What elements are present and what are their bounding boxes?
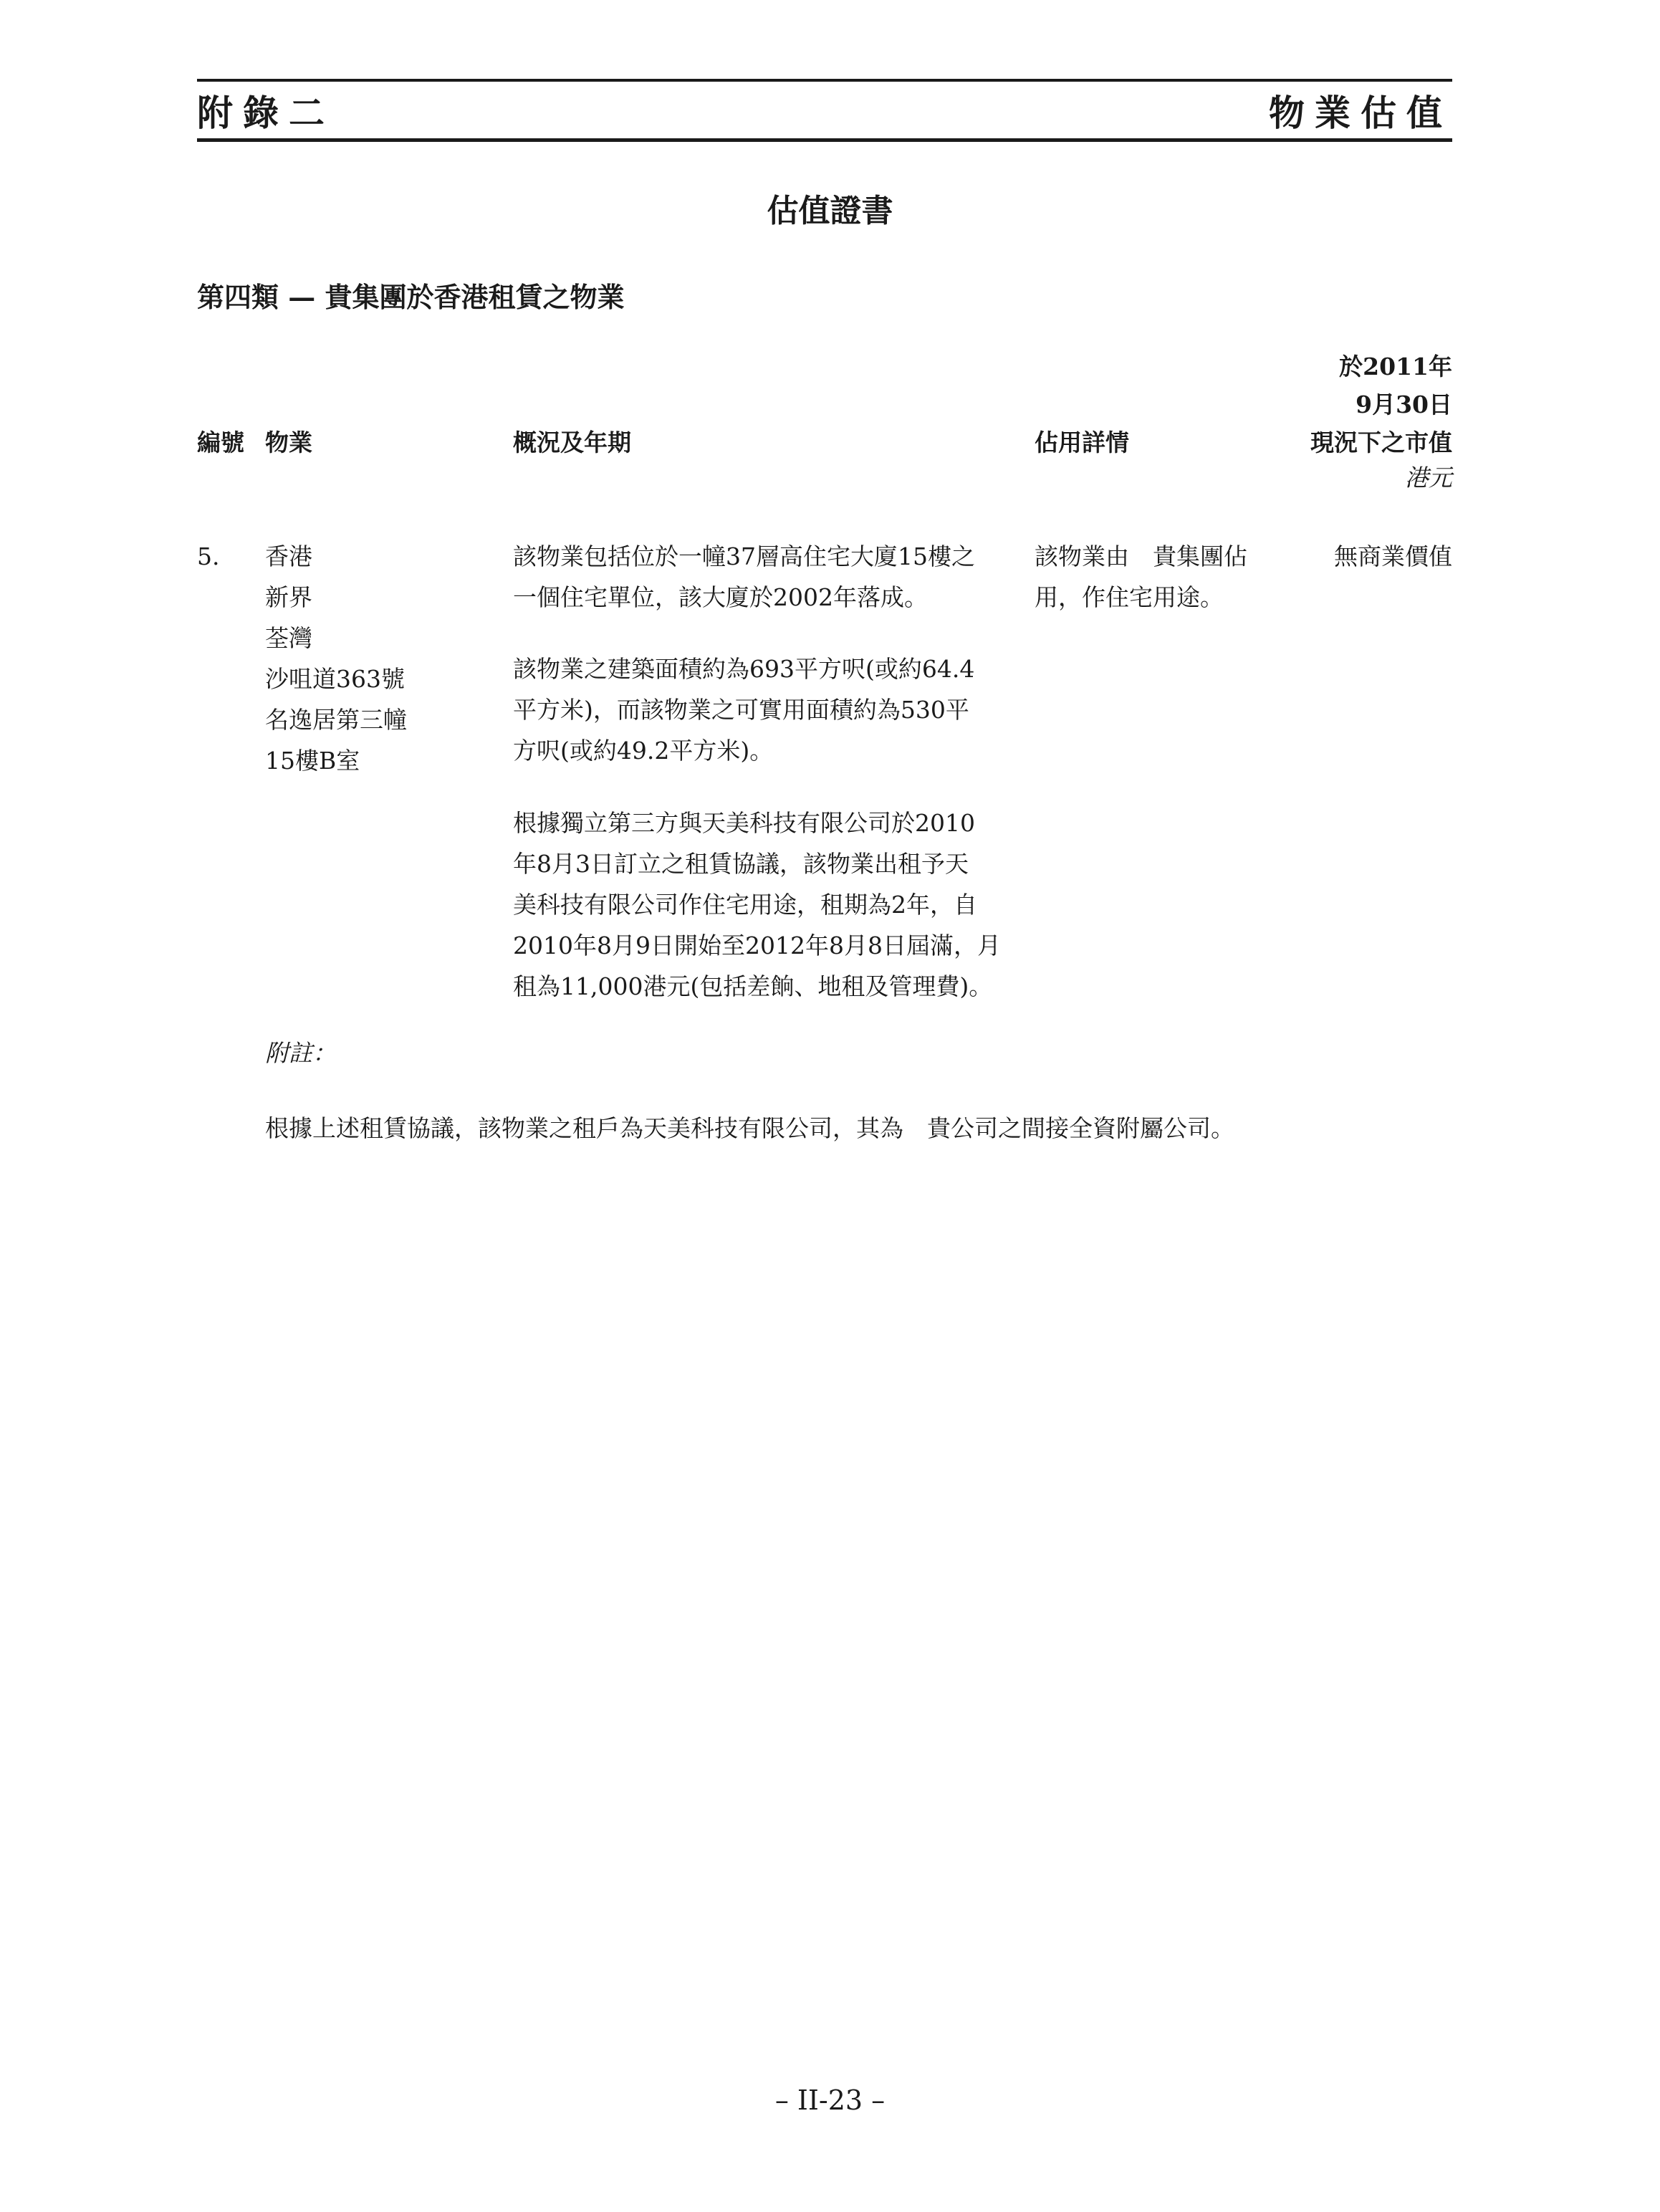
description-line: 年8月3日訂立之租賃協議，該物業出租予天 [513,850,969,878]
column-header-currency: 港元 [1405,464,1452,492]
address-line: 沙咀道363號 [265,665,405,693]
description-line: 該物業包括位於一幢37層高住宅大廈15樓之 [513,542,975,570]
description-line: 租為11,000港元(包括差餉、地租及管理費)。 [513,972,993,1000]
description-line: 平方米)，而該物業之可實用面積約為530平 [513,696,969,724]
address-line: 名逸居第三幢 [265,706,407,734]
header-left-title: 附錄二 [197,92,335,134]
description-line: 2010年8月9日開始至2012年8月8日屆滿，月 [513,932,1001,959]
description-paragraph-1 [513,536,975,618]
value-date-year: 於2011年 [1339,353,1452,380]
description-line: 方呎(或約49.2平方米)。 [513,737,774,765]
address-line: 荃灣 [265,624,312,652]
description-line: 根據獨立第三方與天美科技有限公司於2010 [513,809,975,837]
header-right-title: 物業估值 [1269,92,1452,134]
property-address [265,536,407,781]
market-value: 無商業價值 [1334,542,1452,570]
address-line: 15樓B室 [265,747,360,775]
description-line: 美科技有限公司作住宅用途，租期為2年，自 [513,891,977,919]
occupancy-line: 用，作住宅用途。 [1035,583,1224,611]
column-header-description: 概況及年期 [513,428,631,456]
column-header-market-value: 現況下之市值 [1310,428,1452,456]
description-line: 該物業之建築面積約為693平方呎(或約64.4 [513,655,975,683]
note-text: 根據上述租賃協議，該物業之租戶為天美科技有限公司，其為 貴公司之間接全資附屬公司。 [265,1114,1234,1142]
description-line: 一個住宅單位，該大廈於2002年落成。 [513,583,928,611]
note-label: 附註： [265,1039,336,1067]
row-number: 5. [197,542,220,570]
address-line: 新界 [265,583,312,611]
column-header-property: 物業 [265,428,312,456]
occupancy-line: 該物業由 貴集團佔 [1035,542,1247,570]
description-paragraph-3 [513,803,1001,1007]
header-bottom-rule [197,138,1452,142]
section-heading: 第四類 — 貴集團於香港租賃之物業 [197,281,625,313]
occupancy-details [1035,536,1247,618]
column-header-no: 編號 [197,428,244,456]
header-top-rule [197,79,1452,82]
value-date-day: 9月30日 [1356,391,1452,418]
description-paragraph-2 [513,648,974,771]
column-header-occupancy: 佔用詳情 [1035,428,1129,456]
address-line: 香港 [265,542,312,570]
page-title: 估值證書 [767,193,893,229]
page-number: – II-23 – [774,2084,886,2116]
